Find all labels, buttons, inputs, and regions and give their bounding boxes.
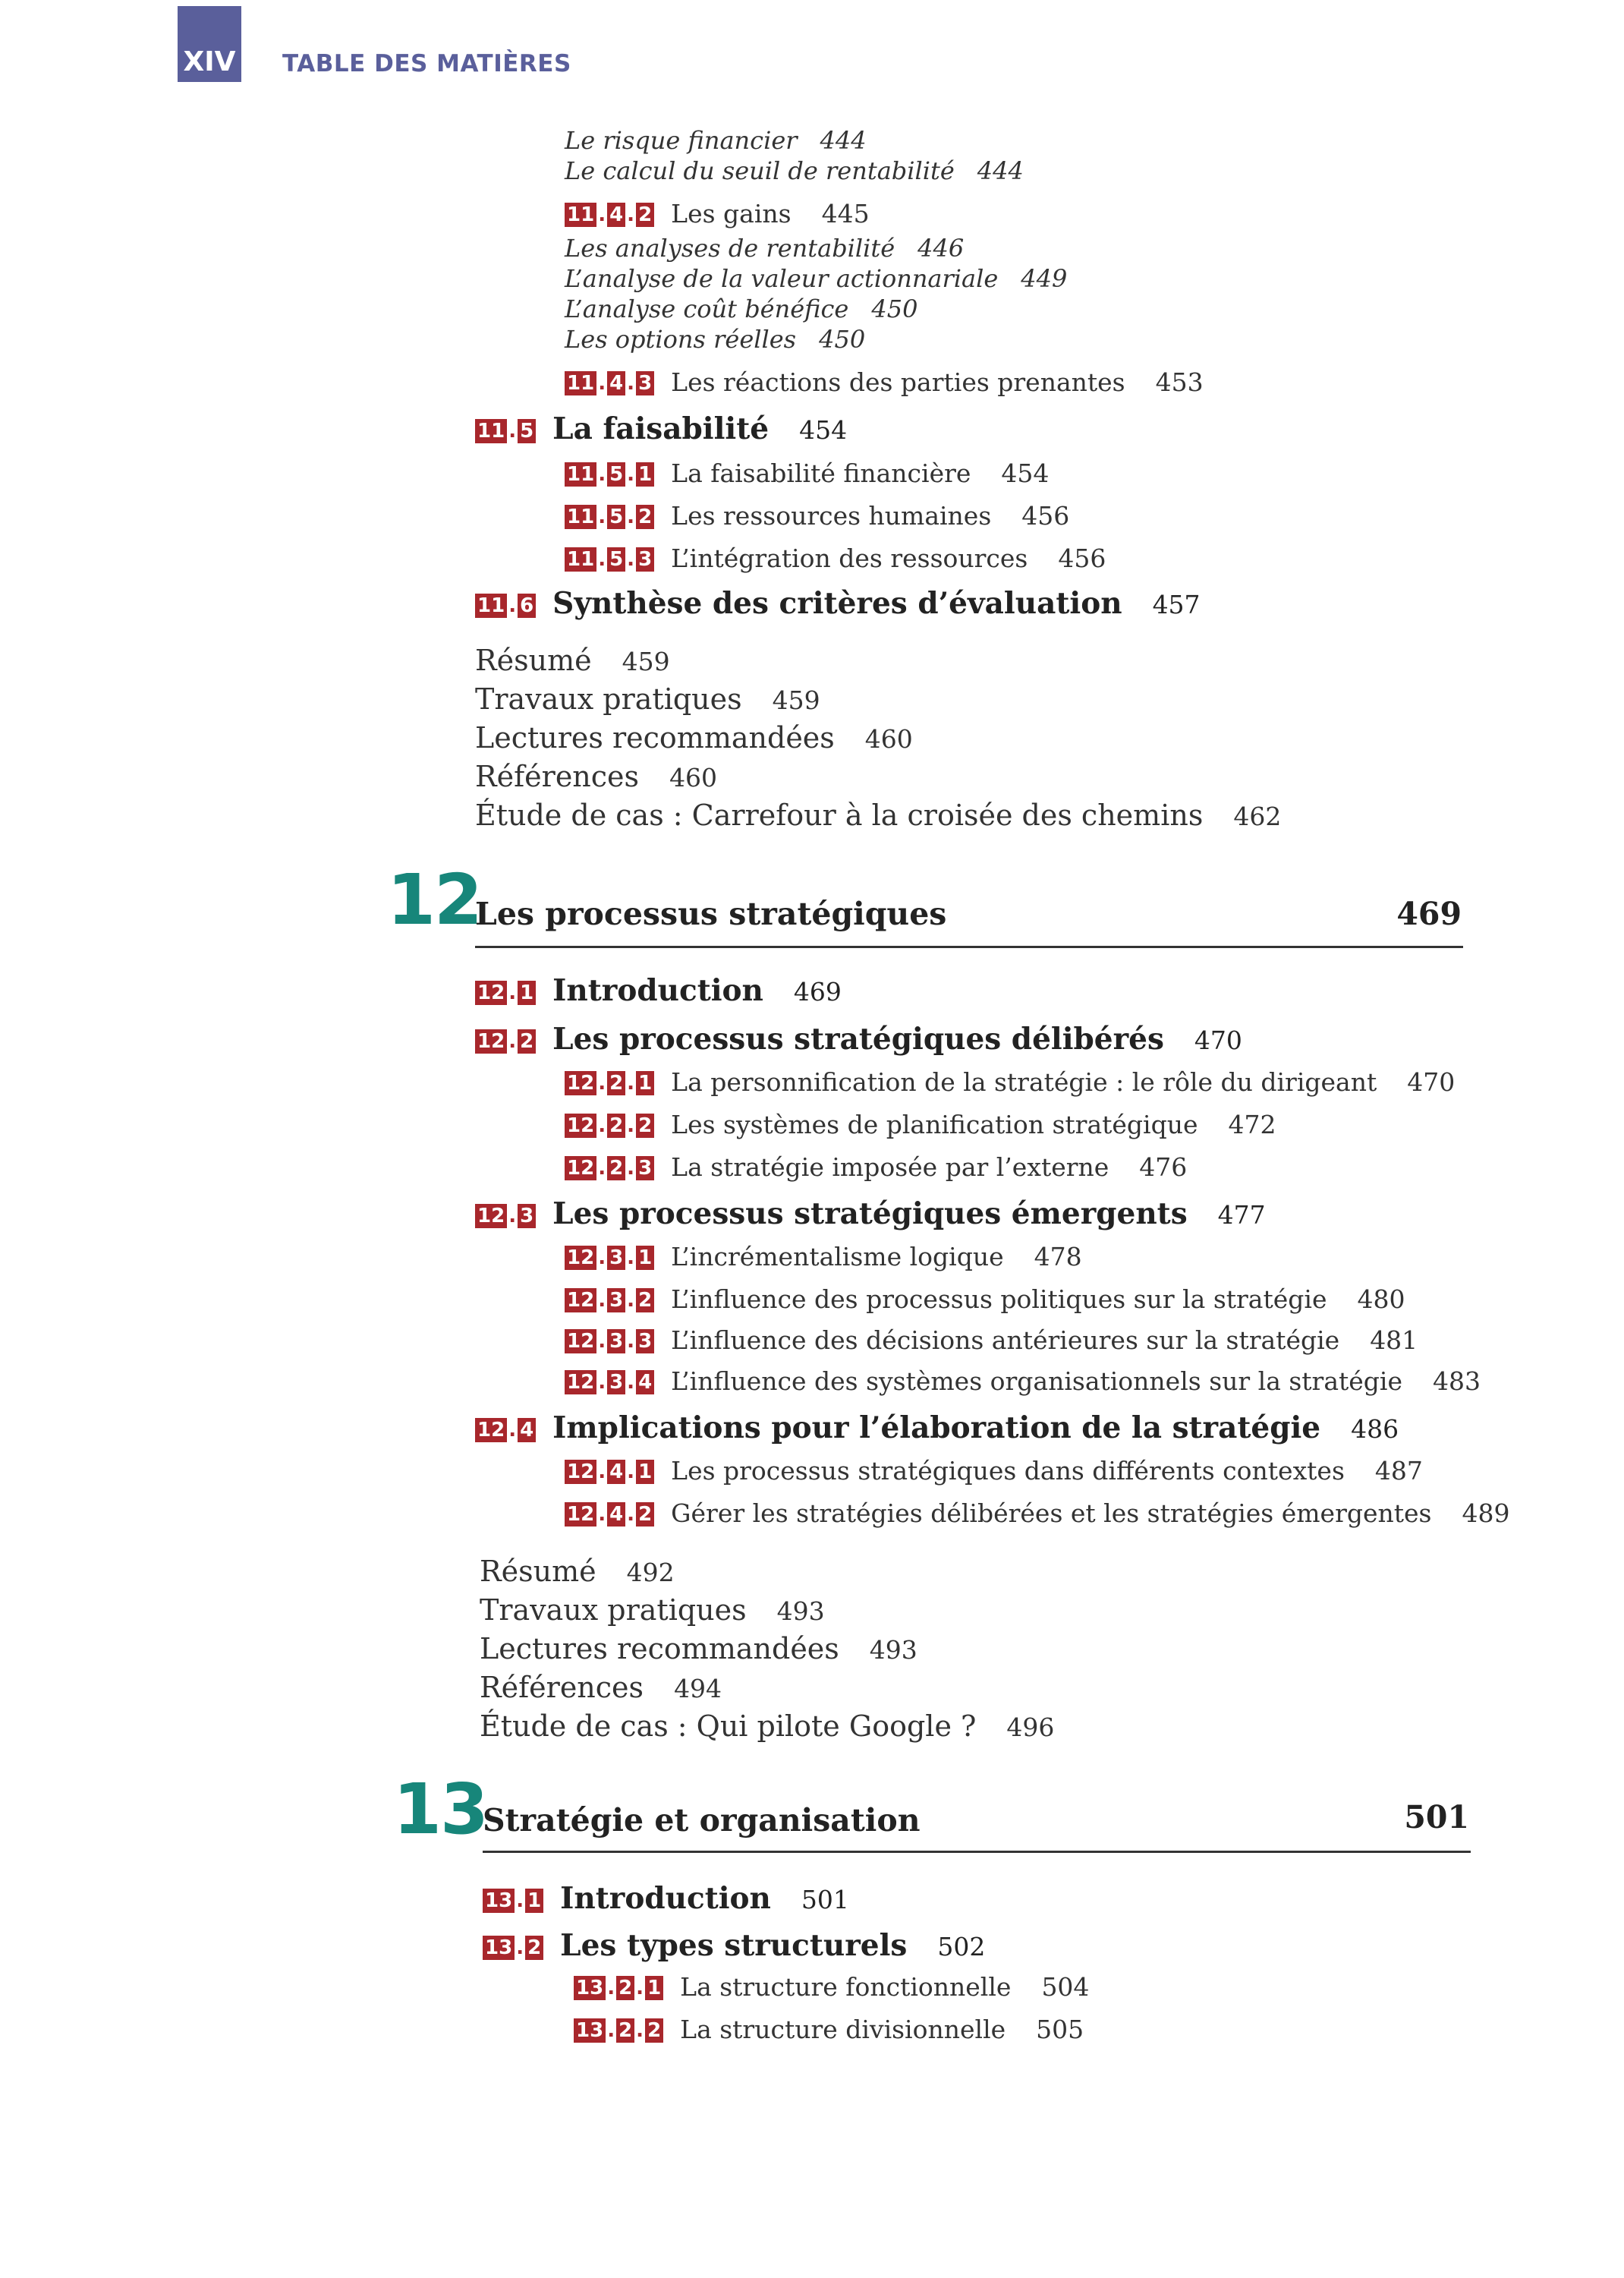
section-code: 11 . 6 <box>475 594 536 618</box>
entry-page: 460 <box>864 724 913 754</box>
entry-page: 494 <box>674 1674 722 1703</box>
toc-section <box>475 586 1201 621</box>
entry-title: Lectures recommandées <box>480 1632 839 1665</box>
toc-endmatter <box>475 721 913 755</box>
entry-title: L’influence des décisions antérieures sur la stratégie <box>671 1325 1340 1355</box>
toc-endmatter <box>480 1671 722 1704</box>
running-head: TABLE DES MATIÈRES <box>282 50 571 77</box>
entry-page: 454 <box>1001 458 1050 488</box>
toc-entry <box>565 458 1049 488</box>
entry-page: 450 <box>871 295 918 323</box>
entry-page: 469 <box>793 977 842 1007</box>
entry-title: Les processus stratégiques délibérés <box>552 1022 1164 1057</box>
toc-entry <box>574 2015 1084 2044</box>
section-code: 12 . 3 . 1 <box>565 1246 654 1270</box>
entry-title: L’incrémentalisme logique <box>671 1242 1004 1271</box>
entry-page: 446 <box>917 234 965 263</box>
entry-title: Le calcul du seuil de rentabilité <box>565 156 955 185</box>
entry-page: 477 <box>1217 1200 1266 1230</box>
entry-title: La stratégie imposée par l’externe <box>671 1152 1109 1182</box>
entry-page: 450 <box>819 325 866 354</box>
chapter-number: 13 <box>393 1769 488 1850</box>
toc-entry <box>565 1284 1405 1314</box>
entry-title: L’analyse de la valeur actionnariale <box>565 264 999 293</box>
entry-title: Les types structurels <box>560 1928 908 1963</box>
entry-title: La personnification de la stratégie : le rôle du dirigeant <box>671 1067 1377 1097</box>
section-code: 13 . 2 . 2 <box>574 2018 663 2043</box>
entry-page: 462 <box>1233 802 1282 831</box>
section-code: 12 . 2 . 3 <box>565 1156 654 1180</box>
entry-page: 456 <box>1058 544 1106 573</box>
toc-entry <box>565 264 1067 293</box>
entry-title: Travaux pratiques <box>480 1593 747 1627</box>
entry-title: Synthèse des critères d’évaluation <box>552 586 1122 621</box>
entry-page: 478 <box>1034 1242 1082 1271</box>
toc-endmatter <box>480 1709 1054 1743</box>
section-code: 12 . 4 <box>475 1418 536 1442</box>
section-code: 12 . 3 . 2 <box>565 1288 654 1312</box>
section-code: 13 . 2 <box>483 1936 543 1960</box>
entry-page: 486 <box>1351 1414 1399 1444</box>
entry-page: 460 <box>669 763 718 792</box>
chapter-title: Les processus stratégiques <box>475 896 947 932</box>
entry-page: 492 <box>626 1558 675 1587</box>
entry-title: L’influence des systèmes organisationnels sur la stratégie <box>671 1366 1403 1396</box>
toc-entry <box>565 156 1024 185</box>
section-code: 12 . 1 <box>475 981 536 1005</box>
entry-title: Références <box>475 760 640 793</box>
toc-entry <box>565 1110 1276 1139</box>
toc-entry <box>565 501 1069 531</box>
entry-page: 501 <box>801 1885 849 1914</box>
entry-page: 445 <box>821 199 870 228</box>
entry-page: 454 <box>799 415 848 445</box>
chapter-rule <box>475 946 1463 948</box>
section-code: 11 . 5 . 1 <box>565 462 654 487</box>
page-folio: XIV <box>178 6 241 82</box>
toc-section <box>475 1196 1266 1231</box>
entry-page: 456 <box>1021 501 1070 531</box>
toc-entry <box>565 295 917 323</box>
entry-page: 449 <box>1021 264 1068 293</box>
entry-title: Introduction <box>552 973 763 1008</box>
toc-endmatter <box>480 1555 675 1588</box>
entry-title: L’analyse coût bénéfice <box>565 295 849 323</box>
section-code: 11 . 5 . 2 <box>565 505 654 529</box>
entry-page: 476 <box>1139 1152 1188 1182</box>
entry-title: Étude de cas : Carrefour à la croisée des chemins <box>475 799 1204 832</box>
toc-entry <box>565 1456 1423 1486</box>
toc-entry <box>565 1152 1187 1182</box>
toc-entry <box>565 1067 1455 1097</box>
toc-section <box>475 1410 1399 1445</box>
entry-title: Les systèmes de planification stratégique <box>671 1110 1198 1139</box>
entry-page: 457 <box>1152 590 1201 619</box>
entry-title: Résumé <box>475 644 592 677</box>
entry-title: Introduction <box>560 1881 771 1916</box>
entry-page: 481 <box>1370 1325 1418 1355</box>
toc-entry <box>565 1325 1418 1355</box>
chapter-page: 469 <box>1396 896 1462 932</box>
section-code: 12 . 2 . 2 <box>565 1114 654 1138</box>
section-code: 11 . 4 . 2 <box>565 203 654 227</box>
entry-title: La structure fonctionnelle <box>680 1972 1012 2002</box>
entry-title: La faisabilité financière <box>671 458 971 488</box>
chapter-page: 501 <box>1404 1799 1469 1835</box>
toc-entry <box>565 544 1106 573</box>
toc-entry <box>565 234 964 263</box>
section-code: 12 . 3 . 3 <box>565 1329 654 1353</box>
toc-section <box>483 1928 985 1963</box>
toc-section <box>475 1022 1242 1057</box>
toc-entry <box>565 1242 1082 1271</box>
chapter-title: Stratégie et organisation <box>483 1802 921 1838</box>
entry-page: 470 <box>1407 1067 1456 1097</box>
entry-page: 472 <box>1228 1110 1276 1139</box>
entry-page: 453 <box>1155 367 1204 397</box>
entry-title: Résumé <box>480 1555 596 1588</box>
entry-page: 444 <box>977 156 1024 185</box>
entry-page: 493 <box>776 1596 825 1626</box>
toc-entry <box>574 1972 1089 2002</box>
entry-title: La faisabilité <box>552 411 770 446</box>
entry-title: Travaux pratiques <box>475 682 742 716</box>
entry-page: 489 <box>1462 1498 1510 1528</box>
toc-endmatter <box>475 799 1281 832</box>
entry-title: L’influence des processus politiques sur la stratégie <box>671 1284 1327 1314</box>
entry-title: Les réactions des parties prenantes <box>671 367 1125 397</box>
section-code: 11 . 5 <box>475 419 536 443</box>
entry-title: Gérer les stratégies délibérées et les stratégies émergentes <box>671 1498 1432 1528</box>
toc-endmatter <box>475 682 820 716</box>
toc-section <box>483 1881 849 1916</box>
section-code: 12 . 4 . 1 <box>565 1460 654 1484</box>
entry-title: Les gains <box>671 199 792 228</box>
entry-title: Les processus stratégiques émergents <box>552 1196 1188 1231</box>
section-code: 12 . 3 . 4 <box>565 1370 654 1394</box>
entry-title: Lectures recommandées <box>475 721 835 755</box>
chapter-rule <box>483 1851 1471 1853</box>
entry-page: 459 <box>772 685 820 715</box>
toc-section <box>475 973 842 1008</box>
section-code: 12 . 2 . 1 <box>565 1071 654 1095</box>
chapter-number: 12 <box>387 859 482 941</box>
section-code: 13 . 1 <box>483 1889 543 1913</box>
entry-title: Les ressources humaines <box>671 501 992 531</box>
entry-page: 496 <box>1006 1712 1055 1742</box>
entry-title: Étude de cas : Qui pilote Google ? <box>480 1709 977 1743</box>
toc-entry <box>565 325 865 354</box>
section-code: 13 . 2 . 1 <box>574 1976 663 2000</box>
entry-page: 483 <box>1433 1366 1481 1396</box>
toc-entry <box>565 126 867 155</box>
section-code: 12 . 2 <box>475 1029 536 1054</box>
entry-page: 480 <box>1357 1284 1405 1314</box>
entry-page: 470 <box>1194 1026 1242 1055</box>
toc-endmatter <box>475 644 670 677</box>
entry-page: 444 <box>820 126 867 155</box>
entry-title: Le risque financier <box>565 126 798 155</box>
section-code: 12 . 4 . 2 <box>565 1502 654 1527</box>
entry-title: Références <box>480 1671 644 1704</box>
section-code: 12 . 3 <box>475 1204 536 1228</box>
toc-endmatter <box>480 1593 825 1627</box>
entry-page: 504 <box>1041 1972 1090 2002</box>
entry-title: La structure divisionnelle <box>680 2015 1006 2044</box>
toc-entry <box>565 1366 1481 1396</box>
toc-section <box>475 411 847 446</box>
entry-page: 487 <box>1374 1456 1423 1486</box>
toc-endmatter <box>480 1632 917 1665</box>
toc-endmatter <box>475 760 717 793</box>
entry-title: Les options réelles <box>565 325 797 354</box>
entry-title: Les analyses de rentabilité <box>565 234 895 263</box>
entry-page: 459 <box>622 647 670 676</box>
section-code: 11 . 5 . 3 <box>565 547 654 572</box>
entry-page: 505 <box>1036 2015 1084 2044</box>
entry-page: 502 <box>937 1932 986 1961</box>
entry-title: L’intégration des ressources <box>671 544 1028 573</box>
toc-entry <box>565 199 870 228</box>
toc-entry <box>565 1498 1509 1528</box>
entry-page: 493 <box>869 1635 917 1665</box>
entry-title: Implications pour l’élaboration de la stratégie <box>552 1410 1321 1445</box>
section-code: 11 . 4 . 3 <box>565 371 654 395</box>
toc-entry <box>565 367 1204 397</box>
entry-title: Les processus stratégiques dans différents contextes <box>671 1456 1345 1486</box>
